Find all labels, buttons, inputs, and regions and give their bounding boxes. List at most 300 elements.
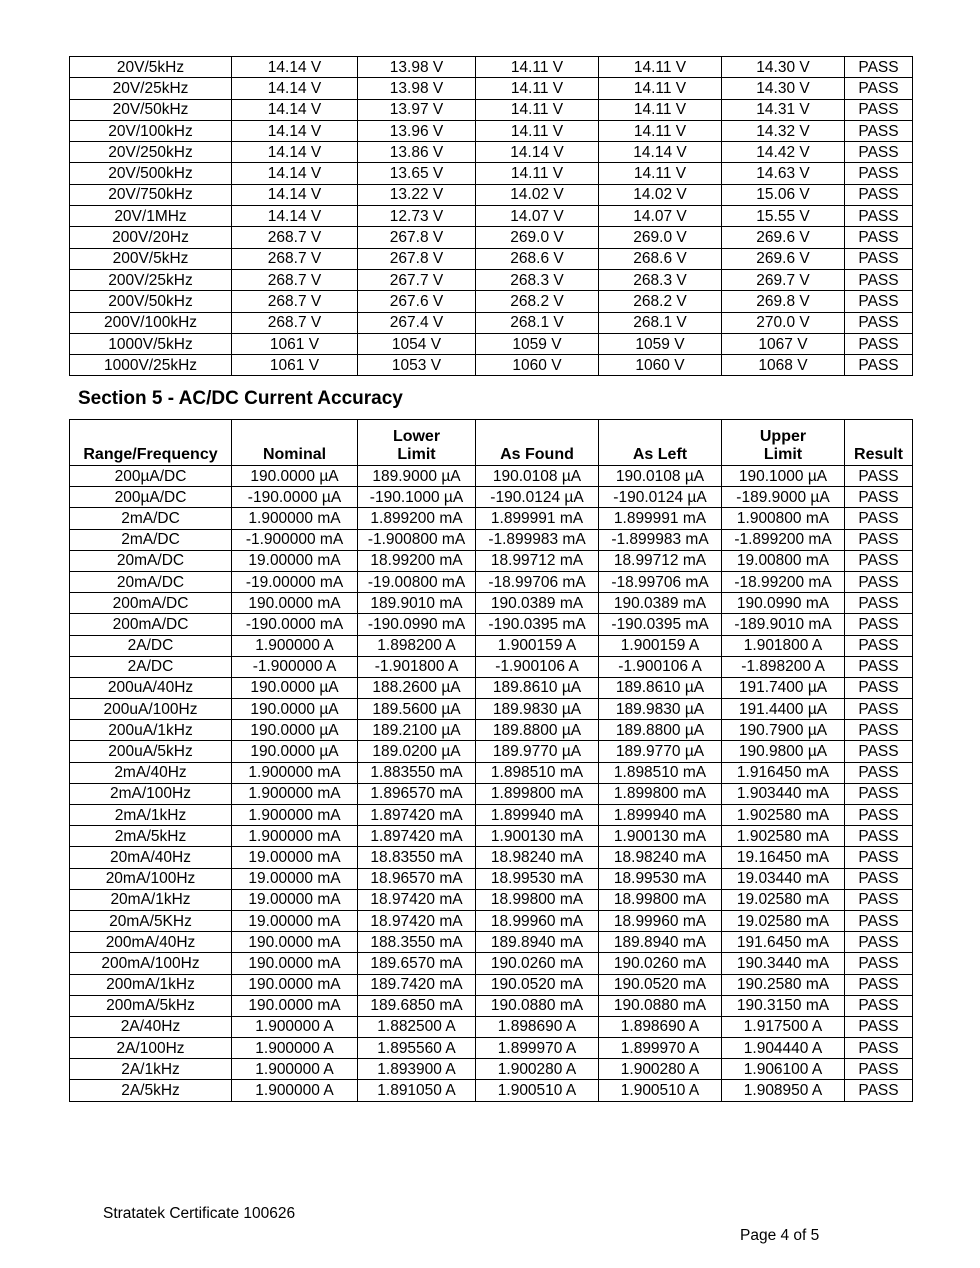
table-cell: 20V/500kHz	[70, 163, 232, 184]
table-cell: 14.02 V	[599, 184, 722, 205]
table-cell: 1.900800 mA	[722, 508, 845, 529]
table-cell: 189.2100 µA	[358, 720, 476, 741]
table-cell: 20mA/5KHz	[70, 910, 232, 931]
table-cell: 1.900000 mA	[232, 783, 358, 804]
table-cell: PASS	[845, 805, 913, 826]
table-cell: PASS	[845, 355, 913, 376]
table-cell: 190.0520 mA	[599, 974, 722, 995]
table-cell: 1.899200 mA	[358, 508, 476, 529]
table-cell: 1.897420 mA	[358, 805, 476, 826]
table-row	[70, 1038, 913, 1059]
table-cell: 14.14 V	[232, 163, 358, 184]
table-cell: 18.98240 mA	[476, 847, 599, 868]
table-cell: 200V/25kHz	[70, 269, 232, 290]
table-cell: 14.11 V	[476, 163, 599, 184]
table-cell: PASS	[845, 571, 913, 592]
table-cell: 189.9010 mA	[358, 593, 476, 614]
table-cell: 269.0 V	[476, 227, 599, 248]
table-cell: PASS	[845, 783, 913, 804]
table-cell: -190.0990 mA	[358, 614, 476, 635]
table-cell: 1.900000 A	[232, 1080, 358, 1101]
table-cell: 13.65 V	[358, 163, 476, 184]
column-header-line2: As Left	[632, 446, 688, 463]
table-row	[70, 826, 913, 847]
table-cell: 18.99800 mA	[599, 889, 722, 910]
table-cell: 1.898690 A	[599, 1016, 722, 1037]
table-cell: PASS	[845, 995, 913, 1016]
table-row	[70, 677, 913, 698]
table-cell: 1.900159 A	[476, 635, 599, 656]
table-cell: PASS	[845, 529, 913, 550]
table-cell: PASS	[845, 163, 913, 184]
table-row	[70, 762, 913, 783]
table-cell: 13.96 V	[358, 120, 476, 141]
table-cell: 268.3 V	[476, 269, 599, 290]
table-cell: 1.900130 mA	[476, 826, 599, 847]
table-cell: 190.0000 mA	[232, 593, 358, 614]
table-row	[70, 78, 913, 99]
table-cell: 190.0000 mA	[232, 953, 358, 974]
table-cell: 1.900000 mA	[232, 805, 358, 826]
table-cell: 268.2 V	[599, 291, 722, 312]
table-cell: 189.9830 µA	[599, 699, 722, 720]
table-cell: 14.14 V	[232, 120, 358, 141]
table-cell: 189.5600 µA	[358, 699, 476, 720]
table-cell: 268.7 V	[232, 291, 358, 312]
table-cell: 1.899991 mA	[599, 508, 722, 529]
table-cell: 190.0880 mA	[599, 995, 722, 1016]
table-cell: PASS	[845, 741, 913, 762]
table-row	[70, 805, 913, 826]
table-cell: 189.8610 µA	[476, 677, 599, 698]
table-cell: 14.30 V	[722, 78, 845, 99]
table-cell: 1.897420 mA	[358, 826, 476, 847]
table-cell: 14.11 V	[599, 120, 722, 141]
table-cell: -190.0124 µA	[476, 487, 599, 508]
column-header-line2: Range/Frequency	[83, 446, 218, 463]
table-cell: 12.73 V	[358, 206, 476, 227]
table-cell: 190.0000 mA	[232, 932, 358, 953]
table-cell: -19.00800 mA	[358, 571, 476, 592]
table-cell: 20V/5kHz	[70, 57, 232, 78]
table-cell: PASS	[845, 699, 913, 720]
table-cell: 200V/50kHz	[70, 291, 232, 312]
table-cell: 269.7 V	[722, 269, 845, 290]
table-row	[70, 783, 913, 804]
table-cell: 2mA/100Hz	[70, 783, 232, 804]
table-cell: PASS	[845, 206, 913, 227]
table-cell: 269.6 V	[722, 248, 845, 269]
table-cell: 2mA/DC	[70, 508, 232, 529]
table-cell: 1.899940 mA	[476, 805, 599, 826]
table-cell: 1068 V	[722, 355, 845, 376]
table-cell: 1.908950 A	[722, 1080, 845, 1101]
table-cell: 15.06 V	[722, 184, 845, 205]
table-row	[70, 699, 913, 720]
table-row	[70, 741, 913, 762]
table-row	[70, 953, 913, 974]
table-cell: 267.4 V	[358, 312, 476, 333]
table-cell: 14.14 V	[232, 78, 358, 99]
section-title: Section 5 - AC/DC Current Accuracy	[78, 388, 403, 409]
table-row	[70, 932, 913, 953]
table-cell: PASS	[845, 466, 913, 487]
table-cell: 18.97420 mA	[358, 889, 476, 910]
table-cell: -1.900000 A	[232, 656, 358, 677]
table-cell: -189.9010 mA	[722, 614, 845, 635]
column-header	[722, 420, 845, 466]
table-cell: PASS	[845, 910, 913, 931]
column-header-line2: Limit	[763, 446, 803, 463]
current-table-body	[70, 466, 913, 1102]
table-cell: -1.900800 mA	[358, 529, 476, 550]
table-cell: 14.30 V	[722, 57, 845, 78]
table-cell: 200V/20Hz	[70, 227, 232, 248]
table-cell: 19.00000 mA	[232, 889, 358, 910]
table-row	[70, 142, 913, 163]
table-cell: PASS	[845, 720, 913, 741]
table-row	[70, 312, 913, 333]
table-cell: 14.14 V	[232, 206, 358, 227]
table-cell: 18.98240 mA	[599, 847, 722, 868]
table-cell: PASS	[845, 333, 913, 354]
table-cell: 190.2580 mA	[722, 974, 845, 995]
table-cell: 14.11 V	[476, 99, 599, 120]
table-cell: 1.903440 mA	[722, 783, 845, 804]
page-number: Page 4 of 5	[740, 1227, 820, 1244]
table-cell: 190.0000 µA	[232, 699, 358, 720]
table-cell: 18.99712 mA	[599, 550, 722, 571]
table-cell: 190.0260 mA	[476, 953, 599, 974]
table-cell: 20V/25kHz	[70, 78, 232, 99]
table-row	[70, 635, 913, 656]
table-row	[70, 163, 913, 184]
table-cell: 1059 V	[599, 333, 722, 354]
table-cell: 200µA/DC	[70, 466, 232, 487]
table-cell: 268.1 V	[476, 312, 599, 333]
table-cell: 1.900000 mA	[232, 826, 358, 847]
table-cell: 200mA/1kHz	[70, 974, 232, 995]
table-cell: 1.900000 mA	[232, 762, 358, 783]
column-header-line1	[70, 428, 231, 446]
table-cell: -1.898200 A	[722, 656, 845, 677]
column-header	[70, 420, 232, 466]
table-cell: 189.0200 µA	[358, 741, 476, 762]
table-cell: 20V/50kHz	[70, 99, 232, 120]
table-cell: PASS	[845, 99, 913, 120]
table-cell: 189.8940 mA	[476, 932, 599, 953]
table-cell: 190.0000 µA	[232, 741, 358, 762]
table-cell: 14.07 V	[599, 206, 722, 227]
table-row	[70, 550, 913, 571]
table-cell: 19.00000 mA	[232, 550, 358, 571]
table-cell: 267.8 V	[358, 227, 476, 248]
table-cell: 1.899991 mA	[476, 508, 599, 529]
table-cell: PASS	[845, 762, 913, 783]
table-cell: PASS	[845, 953, 913, 974]
table-cell: 1.900000 A	[232, 1016, 358, 1037]
table-cell: 190.0260 mA	[599, 953, 722, 974]
certificate-number: Stratatek Certificate 100626	[103, 1205, 296, 1222]
current-accuracy-table	[69, 419, 913, 1102]
table-cell: 190.0108 µA	[476, 466, 599, 487]
table-cell: 13.98 V	[358, 78, 476, 99]
table-cell: 20V/250kHz	[70, 142, 232, 163]
table-cell: 14.14 V	[232, 142, 358, 163]
column-header	[599, 420, 722, 466]
table-row	[70, 57, 913, 78]
table-cell: 200mA/5kHz	[70, 995, 232, 1016]
column-header-line2: Limit	[397, 446, 436, 463]
table-cell: 18.99530 mA	[476, 868, 599, 889]
table-cell: 190.0389 mA	[599, 593, 722, 614]
table-cell: 20mA/1kHz	[70, 889, 232, 910]
table-cell: 1.902580 mA	[722, 805, 845, 826]
table-cell: 200uA/40Hz	[70, 677, 232, 698]
table-row	[70, 656, 913, 677]
table-cell: 18.99960 mA	[476, 910, 599, 931]
table-cell: 19.16450 mA	[722, 847, 845, 868]
table-cell: 19.00000 mA	[232, 847, 358, 868]
table-cell: 190.3440 mA	[722, 953, 845, 974]
table-cell: 1.900159 A	[599, 635, 722, 656]
table-cell: 189.8940 mA	[599, 932, 722, 953]
table-cell: 2mA/DC	[70, 529, 232, 550]
table-cell: PASS	[845, 1080, 913, 1101]
table-cell: 1.902580 mA	[722, 826, 845, 847]
table-cell: 18.99200 mA	[358, 550, 476, 571]
table-cell: 20mA/DC	[70, 550, 232, 571]
table-cell: PASS	[845, 142, 913, 163]
table-cell: PASS	[845, 184, 913, 205]
table-cell: 1061 V	[232, 333, 358, 354]
table-cell: 190.3150 mA	[722, 995, 845, 1016]
table-cell: 1059 V	[476, 333, 599, 354]
table-row	[70, 1059, 913, 1080]
table-row	[70, 291, 913, 312]
table-cell: PASS	[845, 677, 913, 698]
table-cell: 200uA/100Hz	[70, 699, 232, 720]
table-cell: 2A/DC	[70, 656, 232, 677]
table-cell: PASS	[845, 78, 913, 99]
table-cell: -1.900106 A	[476, 656, 599, 677]
voltage-accuracy-table-continued	[69, 56, 913, 376]
table-cell: 1.896570 mA	[358, 783, 476, 804]
table-cell: PASS	[845, 1016, 913, 1037]
table-cell: 267.6 V	[358, 291, 476, 312]
table-cell: -1.899983 mA	[599, 529, 722, 550]
table-cell: 190.0520 mA	[476, 974, 599, 995]
table-cell: 190.0000 µA	[232, 720, 358, 741]
table-cell: PASS	[845, 248, 913, 269]
table-cell: 20mA/40Hz	[70, 847, 232, 868]
table-cell: 13.97 V	[358, 99, 476, 120]
table-cell: 20V/750kHz	[70, 184, 232, 205]
table-cell: 18.96570 mA	[358, 868, 476, 889]
table-cell: 190.0000 mA	[232, 995, 358, 1016]
table-cell: PASS	[845, 1059, 913, 1080]
table-cell: 190.0108 µA	[599, 466, 722, 487]
table-cell: -190.0395 mA	[476, 614, 599, 635]
table-cell: 14.63 V	[722, 163, 845, 184]
column-header	[232, 420, 358, 466]
table-cell: 1061 V	[232, 355, 358, 376]
table-cell: 2mA/5kHz	[70, 826, 232, 847]
table-cell: 14.11 V	[476, 120, 599, 141]
table-cell: 1.901800 A	[722, 635, 845, 656]
table-cell: 2A/DC	[70, 635, 232, 656]
table-row	[70, 1080, 913, 1101]
column-header-line1	[599, 428, 721, 446]
table-cell: 1000V/5kHz	[70, 333, 232, 354]
table-cell: 19.02580 mA	[722, 889, 845, 910]
table-row	[70, 720, 913, 741]
table-cell: 14.14 V	[232, 57, 358, 78]
voltage-table-body	[70, 57, 913, 376]
table-cell: -1.899200 mA	[722, 529, 845, 550]
table-cell: 189.9770 µA	[599, 741, 722, 762]
table-cell: 189.9770 µA	[476, 741, 599, 762]
table-row	[70, 99, 913, 120]
table-cell: 268.6 V	[476, 248, 599, 269]
table-cell: PASS	[845, 550, 913, 571]
column-header-line2: Nominal	[262, 446, 327, 463]
table-cell: 200uA/1kHz	[70, 720, 232, 741]
table-cell: 1000V/25kHz	[70, 355, 232, 376]
table-row	[70, 889, 913, 910]
table-cell: 189.8610 µA	[599, 677, 722, 698]
table-cell: PASS	[845, 847, 913, 868]
column-header-line1	[845, 428, 912, 446]
table-cell: 18.99712 mA	[476, 550, 599, 571]
table-cell: 18.99530 mA	[599, 868, 722, 889]
table-cell: 13.86 V	[358, 142, 476, 163]
table-cell: PASS	[845, 614, 913, 635]
table-cell: 268.2 V	[476, 291, 599, 312]
table-cell: -19.00000 mA	[232, 571, 358, 592]
table-row	[70, 847, 913, 868]
table-cell: 2A/1kHz	[70, 1059, 232, 1080]
table-row	[70, 593, 913, 614]
table-cell: 1.900000 mA	[232, 508, 358, 529]
table-cell: 200mA/DC	[70, 614, 232, 635]
table-cell: 1.899940 mA	[599, 805, 722, 826]
table-cell: PASS	[845, 868, 913, 889]
table-cell: -18.99706 mA	[599, 571, 722, 592]
table-cell: 189.9830 µA	[476, 699, 599, 720]
table-cell: 1.900280 A	[476, 1059, 599, 1080]
table-cell: -190.1000 µA	[358, 487, 476, 508]
table-cell: 14.14 V	[232, 184, 358, 205]
table-cell: 1.900510 A	[476, 1080, 599, 1101]
table-cell: 2A/40Hz	[70, 1016, 232, 1037]
table-cell: 1.900510 A	[599, 1080, 722, 1101]
table-cell: 200mA/DC	[70, 593, 232, 614]
table-cell: 2A/100Hz	[70, 1038, 232, 1059]
table-cell: 18.97420 mA	[358, 910, 476, 931]
table-cell: 190.9800 µA	[722, 741, 845, 762]
table-row	[70, 120, 913, 141]
table-cell: 19.00000 mA	[232, 868, 358, 889]
table-cell: 1053 V	[358, 355, 476, 376]
table-cell: 190.0990 mA	[722, 593, 845, 614]
table-cell: 189.8800 µA	[476, 720, 599, 741]
table-cell: PASS	[845, 269, 913, 290]
table-cell: 200mA/100Hz	[70, 953, 232, 974]
table-cell: -189.9000 µA	[722, 487, 845, 508]
table-cell: 14.11 V	[599, 163, 722, 184]
table-cell: 1.883550 mA	[358, 762, 476, 783]
column-header-line1: Upper	[759, 428, 807, 445]
table-cell: 1.895560 A	[358, 1038, 476, 1059]
table-cell: PASS	[845, 227, 913, 248]
table-cell: 14.14 V	[599, 142, 722, 163]
table-row	[70, 269, 913, 290]
table-cell: -190.0124 µA	[599, 487, 722, 508]
table-cell: -1.900106 A	[599, 656, 722, 677]
table-header-row	[70, 420, 913, 466]
column-header-line1	[476, 428, 598, 446]
table-cell: 200mA/40Hz	[70, 932, 232, 953]
table-cell: 190.7900 µA	[722, 720, 845, 741]
table-cell: 1.904440 A	[722, 1038, 845, 1059]
table-cell: 18.99960 mA	[599, 910, 722, 931]
table-cell: 1.893900 A	[358, 1059, 476, 1080]
table-cell: -190.0395 mA	[599, 614, 722, 635]
table-cell: 1.898510 mA	[476, 762, 599, 783]
table-cell: 14.31 V	[722, 99, 845, 120]
table-cell: 269.6 V	[722, 227, 845, 248]
table-cell: 20mA/100Hz	[70, 868, 232, 889]
table-cell: 268.7 V	[232, 269, 358, 290]
table-cell: PASS	[845, 57, 913, 78]
table-cell: 1060 V	[599, 355, 722, 376]
table-cell: PASS	[845, 291, 913, 312]
table-cell: 1054 V	[358, 333, 476, 354]
table-cell: 200uA/5kHz	[70, 741, 232, 762]
table-cell: 14.14 V	[232, 99, 358, 120]
table-cell: 190.0880 mA	[476, 995, 599, 1016]
table-cell: 270.0 V	[722, 312, 845, 333]
table-cell: 14.11 V	[599, 57, 722, 78]
table-cell: PASS	[845, 593, 913, 614]
table-cell: 1.900000 A	[232, 635, 358, 656]
table-row	[70, 614, 913, 635]
table-cell: 1067 V	[722, 333, 845, 354]
table-cell: 19.00800 mA	[722, 550, 845, 571]
table-cell: PASS	[845, 656, 913, 677]
table-cell: -1.899983 mA	[476, 529, 599, 550]
table-row	[70, 487, 913, 508]
table-cell: -1.901800 A	[358, 656, 476, 677]
table-cell: PASS	[845, 635, 913, 656]
table-cell: 1.916450 mA	[722, 762, 845, 783]
table-row	[70, 508, 913, 529]
table-cell: 20mA/DC	[70, 571, 232, 592]
table-cell: PASS	[845, 508, 913, 529]
table-row	[70, 571, 913, 592]
table-cell: 14.42 V	[722, 142, 845, 163]
column-header-line2: Result	[854, 446, 903, 463]
table-cell: 14.11 V	[476, 78, 599, 99]
table-cell: 269.8 V	[722, 291, 845, 312]
table-cell: 1.898510 mA	[599, 762, 722, 783]
table-cell: 268.7 V	[232, 248, 358, 269]
table-cell: 190.0000 mA	[232, 974, 358, 995]
table-row	[70, 227, 913, 248]
table-cell: PASS	[845, 889, 913, 910]
column-header-line1: Lower	[392, 428, 441, 445]
